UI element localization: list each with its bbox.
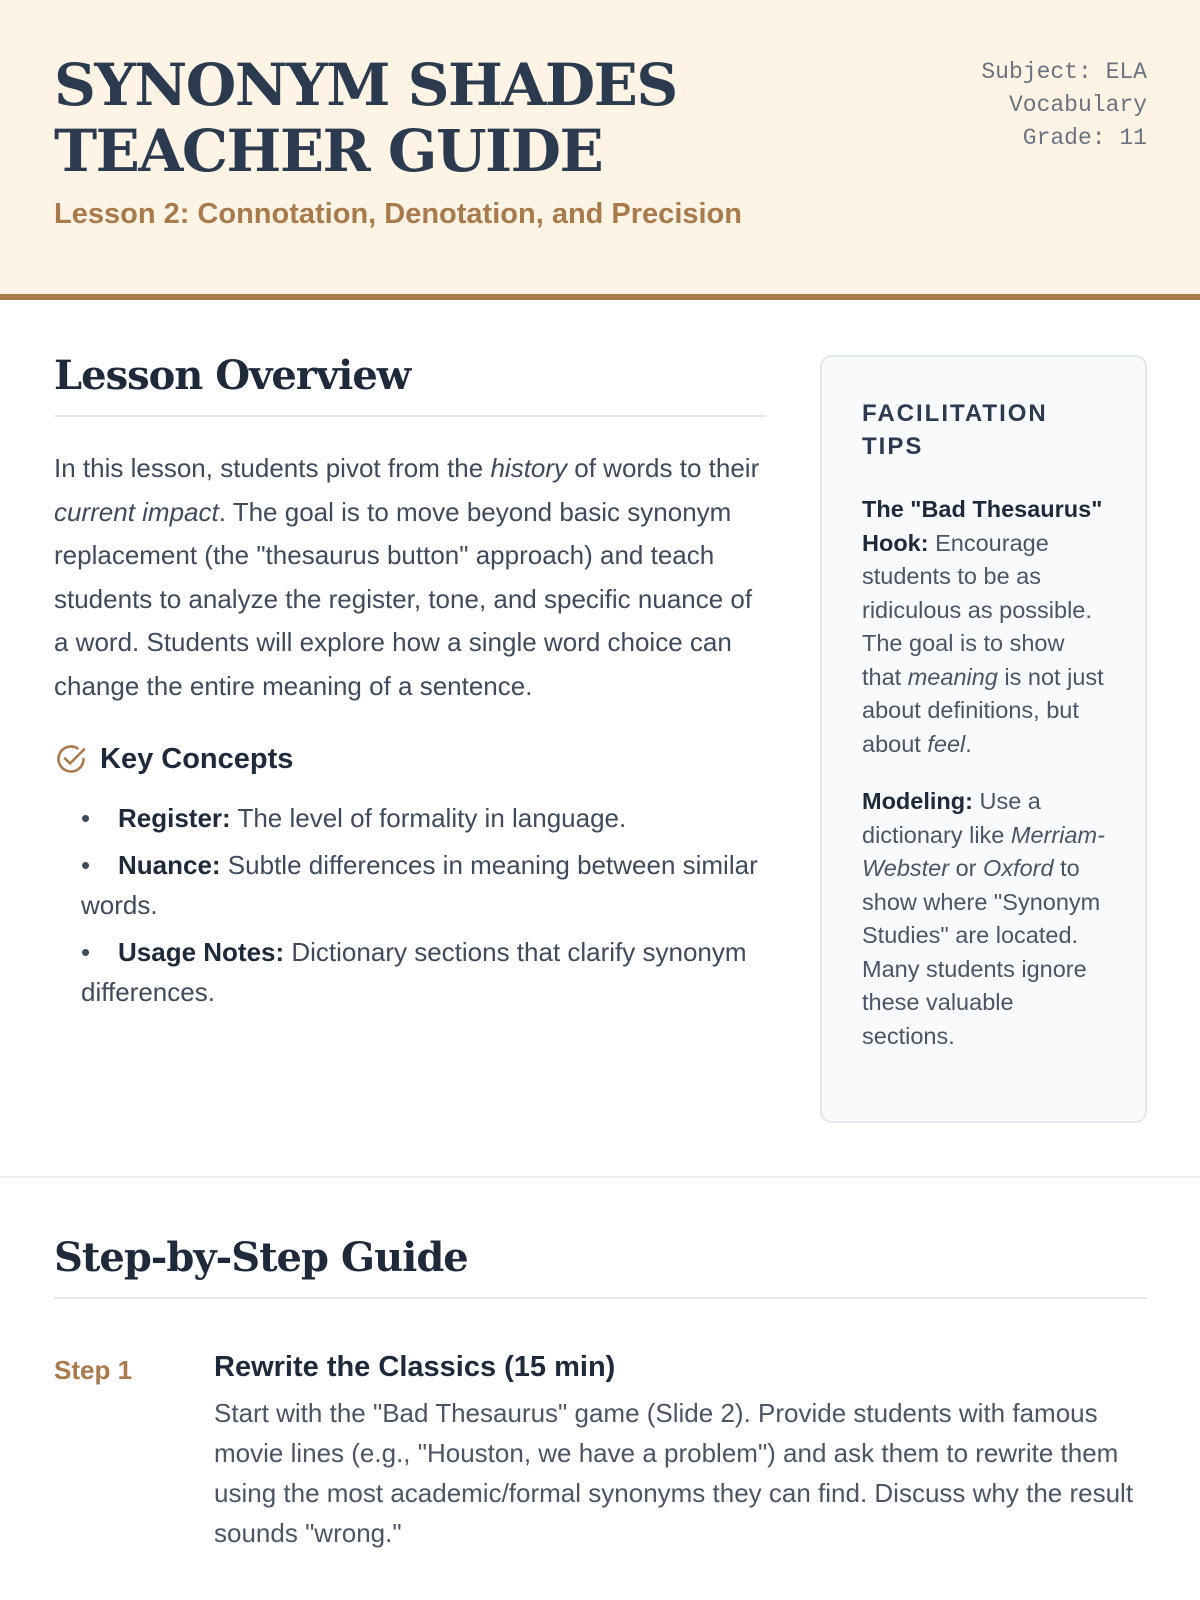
concept-term: Register:	[118, 803, 231, 833]
tip-text: Use a dictionary like	[862, 788, 1041, 848]
tip-emphasis: Oxford	[983, 855, 1054, 881]
tip-emphasis: feel	[927, 730, 966, 757]
concept-term: Nuance:	[118, 850, 221, 880]
title-line-2: TEACHER GUIDE	[54, 117, 603, 185]
tip-text: Encourage students to be as ridiculous as possible. The goal is to show that	[862, 529, 1092, 690]
step-guide-heading: Step-by-Step Guide	[54, 1234, 1147, 1299]
lesson-overview-heading: Lesson Overview	[54, 352, 766, 417]
meta-grade: Grade: 11	[1022, 125, 1147, 151]
overview-text-part: In this lesson, students pivot from the	[54, 453, 491, 483]
step-item	[54, 1345, 1147, 1553]
concept-desc: The level of formality in language.	[230, 803, 627, 833]
tip-text: to show where "Synonym Studies" are located. Many students ignore these valuable sections.	[862, 855, 1101, 1049]
lesson-overview-section	[54, 352, 766, 1019]
facilitation-tips-heading	[862, 397, 1105, 463]
key-concepts-heading	[54, 742, 766, 776]
step-label: Step 1	[54, 1355, 133, 1385]
step-body	[214, 1345, 1147, 1553]
overview-emphasis-history: history	[490, 453, 568, 483]
tip-text: .	[965, 730, 972, 757]
page-title	[54, 52, 774, 184]
concept-term: Usage Notes:	[118, 937, 285, 967]
list-item	[81, 845, 766, 925]
tip-emphasis: meaning	[907, 663, 998, 690]
lesson-subtitle: Lesson 2: Connotation, Denotation, and Precision	[54, 198, 742, 230]
page-header	[0, 0, 1200, 300]
key-concepts-list	[54, 798, 766, 1012]
tip-bad-thesaurus	[862, 493, 1105, 761]
meta-subject: Subject: ELA	[981, 59, 1147, 85]
tip-modeling	[862, 785, 1105, 1053]
check-circle-icon	[54, 742, 88, 776]
meta-area: Vocabulary	[1008, 92, 1147, 118]
tip-label: The "Bad Thesaurus" Hook:	[862, 496, 1103, 556]
concept-desc: Subtle differences in meaning between similar words.	[81, 850, 758, 920]
tip-text: or	[949, 855, 984, 881]
title-line-1: SYNONYM SHADES	[54, 51, 677, 119]
tips-title-line: FACILITATION	[862, 400, 1048, 427]
key-concepts-title: Key Concepts	[100, 742, 294, 775]
tip-label: Modeling:	[862, 788, 973, 814]
facilitation-tips-panel	[820, 355, 1147, 1123]
list-item	[81, 798, 766, 838]
step-guide-section	[54, 1234, 1147, 1553]
concept-desc: Dictionary sections that clarify synonym differences.	[81, 937, 747, 1007]
overview-emphasis-impact: current impact	[54, 496, 219, 527]
lesson-meta	[981, 56, 1147, 155]
step-title: Rewrite the Classics (15 min)	[214, 1351, 616, 1383]
tip-text: is not just about definitions, but about	[862, 663, 1104, 757]
lesson-overview-text	[54, 447, 766, 708]
tips-title-line: TIPS	[862, 433, 924, 460]
section-divider	[0, 1176, 1200, 1178]
tip-emphasis: Merriam-Webster	[862, 821, 1105, 881]
overview-text-part: of words to their	[567, 453, 760, 483]
step-description: Start with the "Bad Thesaurus" game (Slide 2). Provide students with famous movie lines (e.g., "Houston, we have a problem") and ask them to rewrite them using the most academic/formal synonyms they can find. Discuss why the result sounds "wrong."	[214, 1398, 1134, 1548]
overview-text-part: . The goal is to move beyond basic synonym replacement (the "thesaurus button" approach) and teach students to analyze the register, tone, and specific nuance of a word. Students will explore how a single word choice can change the entire meaning of a sentence.	[54, 496, 753, 701]
list-item	[81, 932, 766, 1012]
